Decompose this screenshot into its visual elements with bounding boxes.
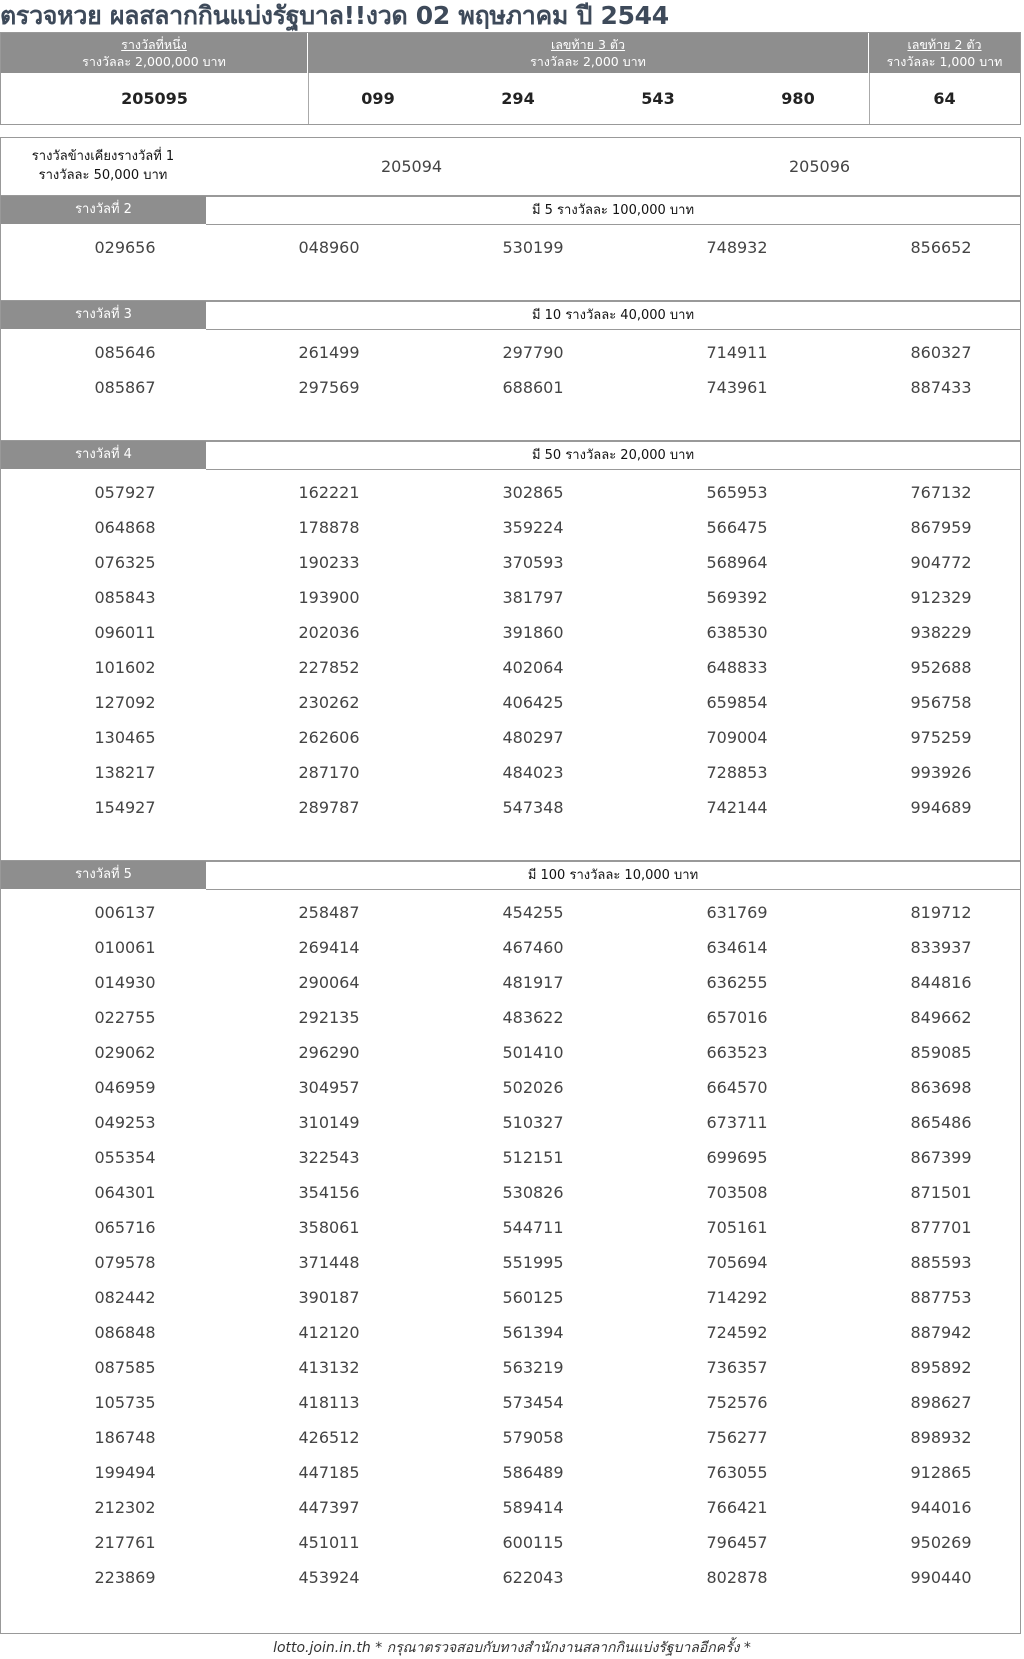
prize-number: 467460 [502,938,564,957]
prize-number: 082442 [94,1288,156,1307]
last3-header [308,33,869,73]
prize-number: 297790 [502,343,564,362]
prize-number: 076325 [94,553,156,572]
prize-number: 865486 [910,1113,972,1132]
footer-note: lotto.join.in.th * กรุณาตรวจสอบกับทางสำนักงานสลากกินแบ่งรัฐบาลอีกครั้ง * [273,1640,751,1656]
prize4-header [1,441,1022,469]
prize-number: 863698 [910,1078,972,1097]
prize-number: 766421 [706,1498,768,1517]
prize5-label: รางวัลที่ 5 [1,861,206,889]
last2-amount: รางวัลละ 1,000 บาท [886,54,1003,69]
prize-number: 705694 [706,1253,768,1272]
prize-number: 860327 [910,343,972,362]
prize-number: 006137 [94,903,156,922]
prize-number: 065716 [94,1218,156,1237]
last3-number: 980 [781,89,815,108]
prize-number: 636255 [706,973,768,992]
prize-number: 638530 [706,623,768,642]
number-row [1,650,1022,685]
prize-number: 483622 [502,1008,564,1027]
prize-number: 938229 [910,623,972,642]
prize-number: 402064 [502,658,564,677]
first-prize-label[interactable]: รางวัลที่หนึ่ง [121,37,187,52]
prize-number: 358061 [298,1218,360,1237]
prize-number: 688601 [502,378,564,397]
prize-number: 029062 [94,1043,156,1062]
page-title: ตรวจหวย ผลสลากกินแบ่งรัฐบาล!!งวด 02 พฤษภาคม ปี 2544 [0,1,669,30]
prize-number: 705161 [706,1218,768,1237]
prize2-description: มี 5 รางวัลละ 100,000 บาท [206,196,1020,225]
prize-number: 573454 [502,1393,564,1412]
prize-number: 086848 [94,1323,156,1342]
near-prize-label [23,147,183,185]
prize-number: 887753 [910,1288,972,1307]
prize-number: 566475 [706,518,768,537]
prize-number: 833937 [910,938,972,957]
prize-number: 867959 [910,518,972,537]
number-row [1,1070,1022,1105]
prize-number: 600115 [502,1533,564,1552]
prize-number: 451011 [298,1533,360,1552]
prize-number: 269414 [298,938,360,957]
number-row [1,1210,1022,1245]
prize-number: 085646 [94,343,156,362]
prize2-section [0,196,1021,301]
last2-label[interactable]: เลขท้าย 2 ตัว [907,37,982,52]
prize-number: 453924 [298,1568,360,1587]
prize-number: 289787 [298,798,360,817]
prize-number: 287170 [298,763,360,782]
prize-number: 703508 [706,1183,768,1202]
prize-number: 767132 [910,483,972,502]
number-row [1,790,1022,825]
prize4-description: มี 50 รางวัลละ 20,000 บาท [206,441,1020,470]
prize-number: 547348 [502,798,564,817]
prize-number: 631769 [706,903,768,922]
prize-number: 752576 [706,1393,768,1412]
prize-number: 064868 [94,518,156,537]
prize-number: 714911 [706,343,768,362]
prize-number: 454255 [502,903,564,922]
number-row [1,930,1022,965]
prize-number: 127092 [94,693,156,712]
prize-number: 412120 [298,1323,360,1342]
prize-number: 087585 [94,1358,156,1377]
prize-number: 262606 [298,728,360,747]
prize-number: 391860 [502,623,564,642]
prize-number: 657016 [706,1008,768,1027]
number-row [1,475,1022,510]
prize-number: 802878 [706,1568,768,1587]
prize2-header [1,196,1022,224]
prize-number: 728853 [706,763,768,782]
number-row [1,1105,1022,1140]
prize-number: 162221 [298,483,360,502]
prize-number: 898932 [910,1428,972,1447]
prize-number: 359224 [502,518,564,537]
near-prize-title: รางวัลข้างเคียงรางวัลที่ 1 [31,149,175,164]
prize-number: 904772 [910,553,972,572]
prize-number: 217761 [94,1533,156,1552]
number-row [1,1000,1022,1035]
prize-number: 994689 [910,798,972,817]
prize-number: 512151 [502,1148,564,1167]
prize-number: 212302 [94,1498,156,1517]
prize3-label: รางวัลที่ 3 [1,301,206,329]
prize-number: 699695 [706,1148,768,1167]
prize-number: 819712 [910,903,972,922]
last2-header [869,33,1020,73]
prize-number: 743961 [706,378,768,397]
prize-number: 568964 [706,553,768,572]
prize-number: 049253 [94,1113,156,1132]
near-prize-number: 205096 [789,157,851,176]
near-first-prize-row [0,137,1021,196]
prize-number: 085843 [94,588,156,607]
prize-number: 912865 [910,1463,972,1482]
number-row [1,720,1022,755]
prize-number: 885593 [910,1253,972,1272]
number-row [1,615,1022,650]
prize-number: 560125 [502,1288,564,1307]
number-row [1,1280,1022,1315]
number-row [1,335,1022,370]
prize-number: 867399 [910,1148,972,1167]
prize-number: 190233 [298,553,360,572]
prize-number: 481917 [502,973,564,992]
prize-number: 154927 [94,798,156,817]
prize-number: 029656 [94,238,156,257]
prize-number: 944016 [910,1498,972,1517]
prize-number: 199494 [94,1463,156,1482]
number-row [1,370,1022,405]
prize-number: 763055 [706,1463,768,1482]
last3-amount: รางวัลละ 2,000 บาท [530,54,646,69]
prize-number: 586489 [502,1463,564,1482]
prize-number: 975259 [910,728,972,747]
prize-number: 664570 [706,1078,768,1097]
prize-number: 887942 [910,1323,972,1342]
number-row [1,1175,1022,1210]
prize-number: 871501 [910,1183,972,1202]
prize-number: 956758 [910,693,972,712]
prize-number: 898627 [910,1393,972,1412]
prize-number: 742144 [706,798,768,817]
prize-number: 186748 [94,1428,156,1447]
number-row [1,965,1022,1000]
prize-number: 101602 [94,658,156,677]
prize-number: 589414 [502,1498,564,1517]
number-row [1,1560,1022,1595]
number-row [1,1245,1022,1280]
prize-number: 010061 [94,938,156,957]
prize-number: 310149 [298,1113,360,1132]
prize-number: 859085 [910,1043,972,1062]
prize-number: 952688 [910,658,972,677]
prize-number: 064301 [94,1183,156,1202]
prize-number: 563219 [502,1358,564,1377]
prize3-description: มี 10 รางวัลละ 40,000 บาท [206,301,1020,330]
prize-number: 895892 [910,1358,972,1377]
prize3-header [1,301,1022,329]
prize-number: 302865 [502,483,564,502]
number-row [1,580,1022,615]
prize4-section [0,441,1021,861]
prize-number: 046959 [94,1078,156,1097]
number-row [1,545,1022,580]
number-row [1,1315,1022,1350]
prize-number: 796457 [706,1533,768,1552]
number-row [1,895,1022,930]
prize-number: 085867 [94,378,156,397]
prize4-label: รางวัลที่ 4 [1,441,206,469]
number-row [1,685,1022,720]
prize2-label: รางวัลที่ 2 [1,196,206,224]
near-prize-number: 205094 [381,157,443,176]
prize-number: 877701 [910,1218,972,1237]
prize-number: 304957 [298,1078,360,1097]
prize-number: 055354 [94,1148,156,1167]
number-row [1,1490,1022,1525]
prize-number: 544711 [502,1218,564,1237]
prize-number: 579058 [502,1428,564,1447]
prize-number: 258487 [298,903,360,922]
prize-number: 202036 [298,623,360,642]
prize-number: 354156 [298,1183,360,1202]
number-row [1,230,1022,265]
prize-number: 371448 [298,1253,360,1272]
prize-number: 048960 [298,238,360,257]
prize3-section [0,301,1021,441]
prize-number: 844816 [910,973,972,992]
prize-number: 709004 [706,728,768,747]
prize-number: 990440 [910,1568,972,1587]
first-prize-header [1,33,308,73]
first-prize-number: 205095 [121,89,188,108]
prize-number: 178878 [298,518,360,537]
prize-number: 296290 [298,1043,360,1062]
first-prize-amount: รางวัลละ 2,000,000 บาท [82,54,226,69]
prize-number: 530199 [502,238,564,257]
prize5-header [1,861,1022,889]
top-prizes-table [0,32,1021,125]
number-row [1,1525,1022,1560]
number-row [1,1035,1022,1070]
prize-number: 748932 [706,238,768,257]
prize-number: 297569 [298,378,360,397]
prize-number: 736357 [706,1358,768,1377]
prize-number: 569392 [706,588,768,607]
prize-number: 261499 [298,343,360,362]
prize-number: 551995 [502,1253,564,1272]
prize-number: 565953 [706,483,768,502]
prize-number: 413132 [298,1358,360,1377]
prize-number: 418113 [298,1393,360,1412]
prize-number: 014930 [94,973,156,992]
prize-number: 381797 [502,588,564,607]
prize-number: 447185 [298,1463,360,1482]
prize-number: 756277 [706,1428,768,1447]
prize-number: 322543 [298,1148,360,1167]
prize-number: 622043 [502,1568,564,1587]
last2-number: 64 [933,89,956,108]
prize5-section [0,861,1021,1634]
prize-number: 290064 [298,973,360,992]
prize-number: 714292 [706,1288,768,1307]
number-row [1,1420,1022,1455]
prize-number: 663523 [706,1043,768,1062]
prize-number: 501410 [502,1043,564,1062]
number-row [1,1385,1022,1420]
prize-number: 950269 [910,1533,972,1552]
prize-number: 105735 [94,1393,156,1412]
prize5-description: มี 100 รางวัลละ 10,000 บาท [206,861,1020,890]
prize-number: 370593 [502,553,564,572]
number-row [1,510,1022,545]
near-prize-amount: รางวัลละ 50,000 บาท [38,168,168,183]
prize-number: 193900 [298,588,360,607]
number-row [1,1350,1022,1385]
prize-number: 227852 [298,658,360,677]
prize-number: 096011 [94,623,156,642]
prize-number: 230262 [298,693,360,712]
prize-number: 138217 [94,763,156,782]
prize-number: 502026 [502,1078,564,1097]
prize-number: 993926 [910,763,972,782]
prize-number: 447397 [298,1498,360,1517]
prize-number: 561394 [502,1323,564,1342]
prize-number: 390187 [298,1288,360,1307]
last3-number: 294 [501,89,535,108]
prize-number: 673711 [706,1113,768,1132]
prize-number: 406425 [502,693,564,712]
number-row [1,1455,1022,1490]
last3-number: 543 [641,89,675,108]
number-row [1,755,1022,790]
prize-number: 530826 [502,1183,564,1202]
prize-number: 130465 [94,728,156,747]
prize-number: 912329 [910,588,972,607]
prize-number: 887433 [910,378,972,397]
prize-number: 079578 [94,1253,156,1272]
prize-number: 057927 [94,483,156,502]
prize-number: 022755 [94,1008,156,1027]
prize-number: 856652 [910,238,972,257]
prize-number: 292135 [298,1008,360,1027]
prize-number: 484023 [502,763,564,782]
prize-number: 426512 [298,1428,360,1447]
prize-number: 648833 [706,658,768,677]
last3-label[interactable]: เลขท้าย 3 ตัว [550,37,626,52]
last3-number: 099 [361,89,395,108]
prize-number: 724592 [706,1323,768,1342]
prize-number: 634614 [706,938,768,957]
prize-number: 223869 [94,1568,156,1587]
prize-number: 480297 [502,728,564,747]
number-row [1,1140,1022,1175]
prize-number: 659854 [706,693,768,712]
prize-number: 510327 [502,1113,564,1132]
prize-number: 849662 [910,1008,972,1027]
